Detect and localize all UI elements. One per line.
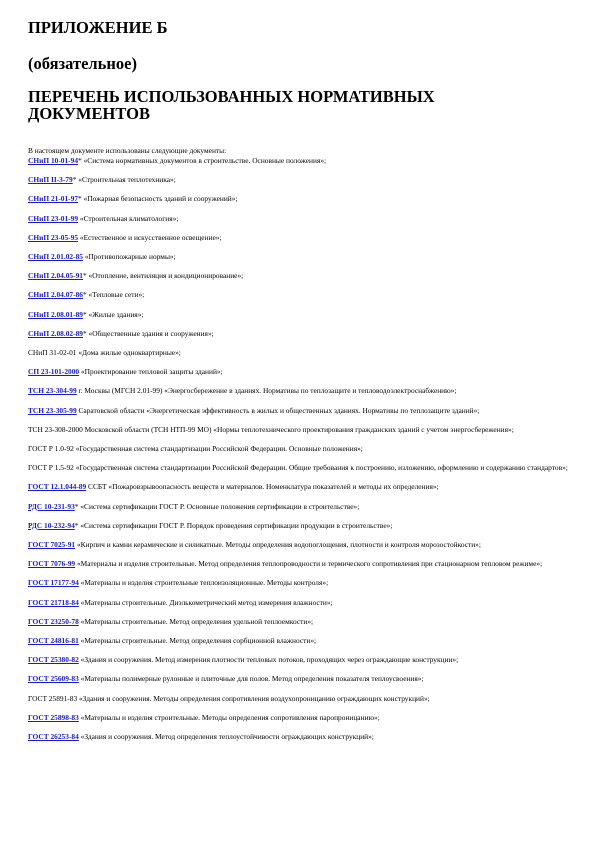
reference-title: * «Строительная теплотехника»; xyxy=(72,175,176,185)
reference-title: Московской области (ТСН НТП-99 МО) «Нормы теплотехнического проектирования гражданских зданий с учетом энергосбережения»; xyxy=(82,424,514,434)
reference-item xyxy=(28,636,576,645)
reference-item xyxy=(28,540,576,549)
reference-item xyxy=(28,156,576,165)
reference-list xyxy=(28,156,576,751)
reference-title: «Материалы строительные. Метод определения удельной теплоемкости»; xyxy=(78,616,314,626)
reference-title: ССБТ «Пожаровзрывоопасность веществ и материалов. Номенклатура показателей и методы их определения»; xyxy=(86,482,439,492)
reference-link[interactable]: ГОСТ 25380-82 xyxy=(28,655,79,665)
reference-item xyxy=(28,329,576,338)
reference-link[interactable]: СНиП 23-01-99 xyxy=(28,213,79,223)
reference-title: * «Жилые здания»; xyxy=(82,309,144,319)
reference-link[interactable]: СНиП 2.04.05-91 xyxy=(28,271,83,281)
reference-title: «Естественное и искусственное освещение»; xyxy=(78,232,222,242)
reference-item xyxy=(28,194,576,203)
reference-item xyxy=(28,310,576,319)
reference-item xyxy=(28,444,576,453)
reference-title: «Проектирование тепловой защиты зданий»; xyxy=(79,367,223,377)
reference-title: г. Москвы (МГСН 2.01-99) «Энергосбережение в зданиях. Нормативы по теплозащите и тепловодоэлектроснабжению»; xyxy=(76,386,457,396)
reference-link[interactable]: СНиП 2.08.01-89 xyxy=(28,309,83,319)
reference-item xyxy=(28,233,576,242)
reference-title: * «Тепловые сети»; xyxy=(82,290,145,300)
reference-link[interactable]: ТСН 23-304-99 xyxy=(28,386,77,396)
reference-item xyxy=(28,348,576,357)
reference-title: «Кирпич и камни керамические и силикатные. Методы определения водопоглощения, плотности и контроля морозостойкости»; xyxy=(75,540,481,550)
reference-title: «Противопожарные нормы»; xyxy=(82,252,176,262)
reference-item xyxy=(28,425,576,434)
reference-item xyxy=(28,655,576,664)
reference-item xyxy=(28,367,576,376)
reference-title: «Дома жилые одноквартирные»; xyxy=(76,348,181,358)
reference-link[interactable]: СНиП 2.04.07-86 xyxy=(28,290,83,300)
reference-title: «Материалы строительные. Диэлькометрический метод измерения влажности»; xyxy=(78,597,333,607)
reference-item xyxy=(28,598,576,607)
reference-item xyxy=(28,252,576,261)
reference-link[interactable]: РДС 10-232-94 xyxy=(28,520,75,530)
reference-item xyxy=(28,214,576,223)
reference-item xyxy=(28,482,576,491)
reference-item xyxy=(28,175,576,184)
reference-title: * «Общественные здания и сооружения»; xyxy=(82,328,214,338)
reference-link[interactable]: СП 23-101-2000 xyxy=(28,367,80,377)
reference-link[interactable]: ГОСТ 26253-84 xyxy=(28,732,79,742)
reference-title: * «Пожарная безопасность зданий и сооружений»; xyxy=(78,194,238,204)
reference-code: СНиП 31-02-01 xyxy=(28,348,77,358)
reference-item xyxy=(28,502,576,511)
reference-item xyxy=(28,713,576,722)
reference-title: * «Система нормативных документов в строительстве. Основные положения»; xyxy=(78,156,327,165)
reference-item xyxy=(28,406,576,415)
reference-title: «Здания и сооружения. Методы определения сопротивления воздухопроницанию ограждающих конструкций»; xyxy=(77,693,430,703)
section-title: ПЕРЕЧЕНЬ ИСПОЛЬЗОВАННЫХ НОРМАТИВНЫХ ДОКУМЕНТОВ xyxy=(28,87,435,123)
reference-link[interactable]: ГОСТ 25609-83 xyxy=(28,674,79,684)
appendix-status: (обязательное) xyxy=(28,54,137,73)
reference-link[interactable]: СНиП 2.01.02-85 xyxy=(28,252,83,262)
reference-link[interactable]: СНиП 10-01-94 xyxy=(28,156,79,165)
reference-link[interactable]: ГОСТ 7076-99 xyxy=(28,559,76,569)
reference-link[interactable]: ГОСТ 7025-91 xyxy=(28,540,76,550)
appendix-title: ПРИЛОЖЕНИЕ Б xyxy=(28,18,168,37)
reference-code: ГОСТ Р 1.5-92 xyxy=(28,463,74,473)
reference-code: ГОСТ Р 1.0-92 xyxy=(28,444,74,454)
reference-link[interactable]: ГОСТ 21718-84 xyxy=(28,597,79,607)
reference-item xyxy=(28,386,576,395)
reference-item xyxy=(28,463,576,472)
reference-item xyxy=(28,521,576,530)
reference-title: «Здания и сооружения. Метод измерения плотности тепловых потоков, проходящих через ограждающие конструкции»; xyxy=(78,655,459,665)
reference-title: * «Отопление, вентиляция и кондиционирование»; xyxy=(82,271,244,281)
reference-item xyxy=(28,578,576,587)
reference-link[interactable]: ГОСТ 17177-94 xyxy=(28,578,79,588)
reference-code: ГОСТ 25891-83 xyxy=(28,693,78,703)
reference-link[interactable]: ТСН 23-305-99 xyxy=(28,405,77,415)
reference-link[interactable]: ГОСТ 25898-83 xyxy=(28,712,79,722)
reference-link[interactable]: РДС 10-231-93 xyxy=(28,501,75,511)
reference-title: * «Система сертификации ГОСТ Р. Порядок проведения сертификации продукции в строительстве»; xyxy=(74,520,393,530)
reference-title: «Материалы и изделия строительные. Методы определения сопротивления паропроницанию»; xyxy=(78,712,380,722)
reference-title: «Строительная климатология»; xyxy=(78,213,179,223)
reference-title: «Государственная система стандартизации Российской Федерации. Основные положения»; xyxy=(73,444,363,454)
reference-title: «Материалы полимерные рулонные и плиточные для полов. Метод определения показателя теплоусвоения»; xyxy=(78,674,424,684)
reference-item xyxy=(28,674,576,683)
reference-item xyxy=(28,694,576,703)
reference-item xyxy=(28,559,576,568)
reference-item xyxy=(28,617,576,626)
reference-link[interactable]: СНиП 21-01-97 xyxy=(28,194,79,204)
reference-title: «Здания и сооружения. Метод определения теплоустойчивости ограждающих конструкций»; xyxy=(78,732,374,742)
reference-title: «Государственная система стандартизации Российской Федерации. Общие требования к построению, изложению, оформлению и содержанию стандартов»; xyxy=(73,463,568,473)
reference-title: «Материалы и изделия строительные. Метод определения теплопроводности и термического сопротивления при стационарном тепловом режиме»; xyxy=(75,559,543,569)
reference-link[interactable]: СНиП 23-05-95 xyxy=(28,232,79,242)
reference-link[interactable]: ГОСТ 12.1.044-89 xyxy=(28,482,87,492)
reference-item xyxy=(28,732,576,741)
reference-link[interactable]: СНиП II-3-79 xyxy=(28,175,73,185)
reference-link[interactable]: ГОСТ 24816-81 xyxy=(28,636,79,646)
reference-item xyxy=(28,290,576,299)
reference-title: «Материалы строительные. Метод определения сорбционной влажности»; xyxy=(78,636,317,646)
reference-link[interactable]: ГОСТ 23250-78 xyxy=(28,616,79,626)
reference-link[interactable]: СНиП 2.08.02-89 xyxy=(28,328,83,338)
reference-title: «Материалы и изделия строительные теплоизоляционные. Методы контроля»; xyxy=(78,578,329,588)
intro-paragraph: В настоящем документе использованы следующие документы: xyxy=(28,146,227,156)
reference-title: Саратовской области «Энергетическая эффективность в жилых и общественных зданиях. Нормативы по теплозащите зданий»; xyxy=(76,405,480,415)
reference-code: ТСН 23-308-2000 xyxy=(28,424,83,434)
reference-title: * «Система сертификации ГОСТ Р. Основные положения сертификации в строительстве»; xyxy=(74,501,360,511)
reference-item xyxy=(28,271,576,280)
